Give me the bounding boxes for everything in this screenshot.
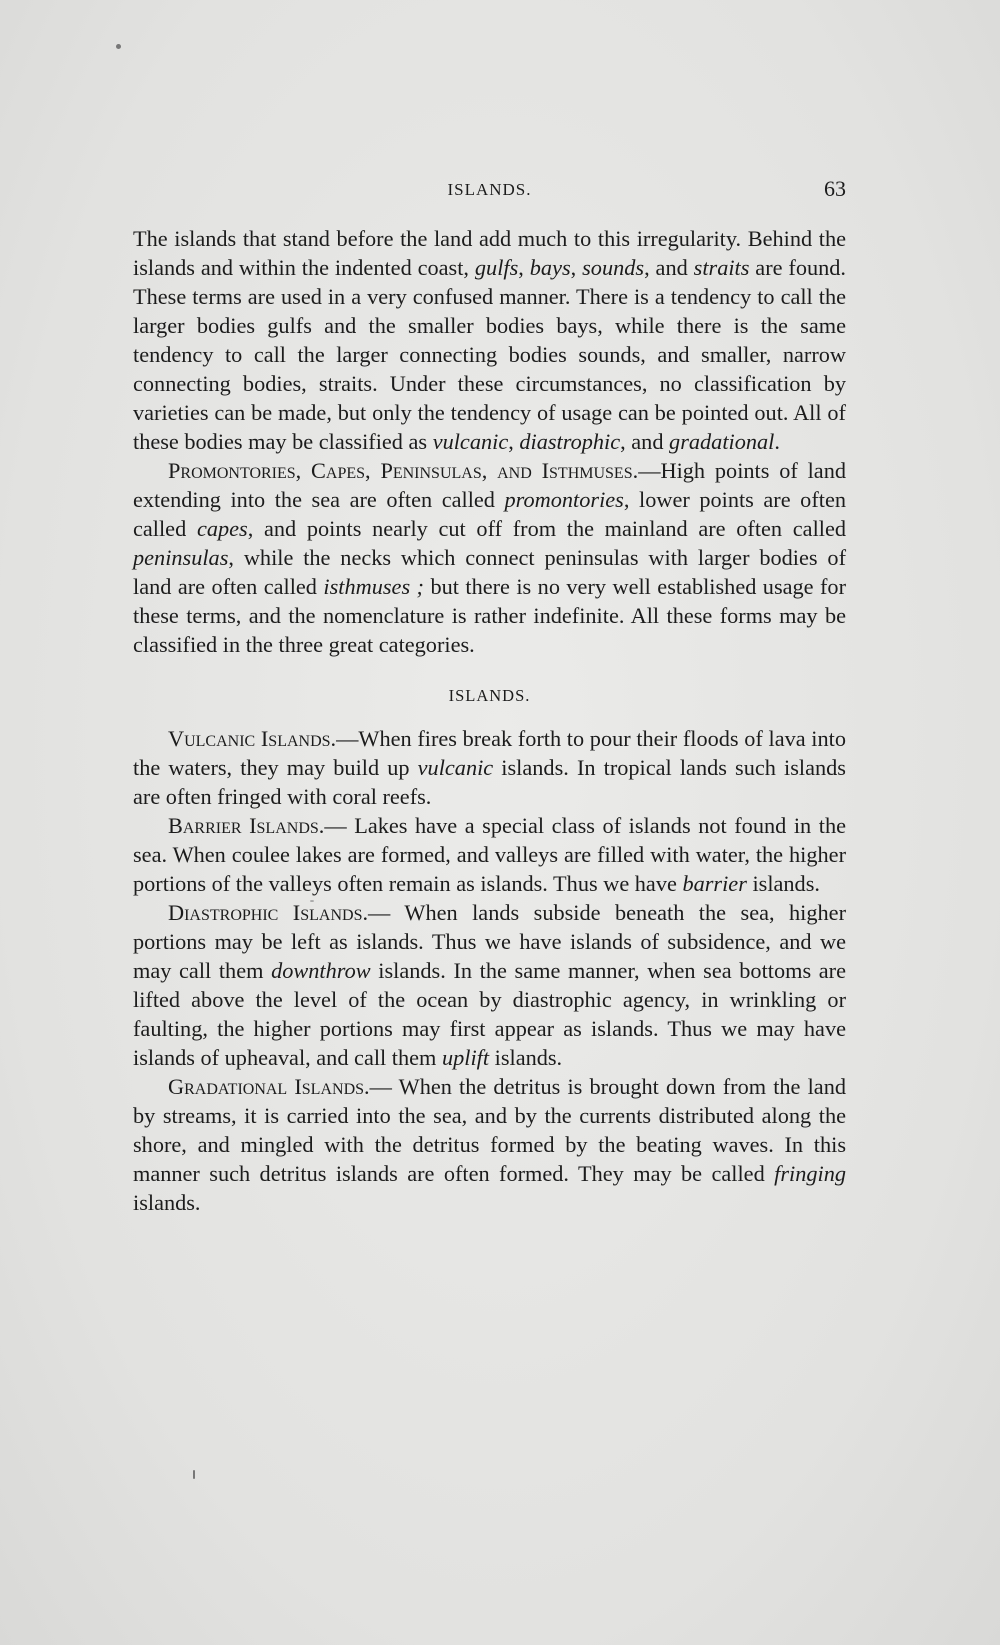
paragraph-barrier-islands bbox=[133, 811, 846, 898]
text-run: , bbox=[518, 255, 530, 280]
section-heading: ISLANDS. bbox=[448, 686, 531, 705]
italic-term: fringing bbox=[774, 1161, 846, 1186]
italic-term: bays bbox=[529, 255, 571, 280]
text-run: islands. bbox=[746, 871, 820, 896]
running-head bbox=[133, 176, 846, 206]
paragraph-heading: Gradational Islands. bbox=[168, 1074, 370, 1099]
paragraph-heading: Promontories, Capes, Peninsulas, and Isthmuses. bbox=[168, 458, 639, 483]
paragraph-heading: Barrier Islands. bbox=[168, 813, 325, 838]
italic-term: diastrophic bbox=[519, 429, 621, 454]
paragraph-gradational-islands bbox=[133, 1072, 846, 1217]
text-run: , bbox=[570, 255, 583, 280]
italic-term: peninsulas bbox=[133, 545, 229, 570]
paragraph-diastrophic-islands bbox=[133, 898, 846, 1072]
text-run: islands. In tropical lands such islands are often fringed with coral reefs. bbox=[133, 755, 846, 809]
italic-term: isthmuses ; bbox=[323, 574, 424, 599]
italic-term: sounds bbox=[582, 255, 645, 280]
text-run: , and bbox=[620, 429, 670, 454]
italic-term: vulcanic bbox=[417, 755, 494, 780]
italic-term: gradational bbox=[669, 429, 775, 454]
paragraph-vulcanic-islands bbox=[133, 724, 846, 811]
italic-term: capes bbox=[196, 516, 248, 541]
text-run: — When lands subside beneath the sea, higher portions may be left as islands. Thus we have islands of subsidence, and we may call them bbox=[133, 900, 846, 983]
text-run: , and bbox=[644, 255, 694, 280]
italic-term: vulcanic bbox=[432, 429, 509, 454]
body-text bbox=[133, 224, 846, 1217]
text-run: , and points nearly cut off from the mainland are often called bbox=[247, 516, 847, 541]
paragraph-promontories bbox=[133, 456, 846, 659]
text-run: , lower points are often called bbox=[133, 487, 846, 541]
text-run: islands. bbox=[489, 1045, 563, 1070]
paragraph-irregularity bbox=[133, 224, 846, 456]
text-run: are found. These terms are used in a very confused manner. There is a tendency to call the larger bodies gulfs and the smaller bodies bays, while there is the same tendency to call the larger connecting bodies sounds, and smaller, narrow connecting bodies, straits. Under these circumstances, no classification by varieties can be made, but only the tendency of usage can be pointed out. All of these bodies may be classified as bbox=[133, 255, 847, 454]
page-number: 63 bbox=[824, 176, 846, 201]
text-run: — When the detritus is brought down from the land by streams, it is carried into the sea, and by the currents distributed along the shore, and mingled with the detritus formed by the beating waves. In this manner such detritus islands are often formed. They may be called bbox=[133, 1074, 846, 1186]
paragraph-heading: Vulcanic Islands. bbox=[168, 726, 337, 751]
text-run: The islands that stand before the land add much to this irregularity. Behind the islands and within the indented coast, bbox=[133, 226, 846, 280]
text-run: . bbox=[774, 429, 780, 454]
running-title: ISLANDS. bbox=[447, 180, 532, 199]
italic-term: gulfs bbox=[474, 255, 519, 280]
text-run: islands. bbox=[133, 1190, 201, 1215]
italic-term: downthrow bbox=[271, 958, 371, 983]
ink-speck bbox=[116, 44, 121, 49]
italic-term: barrier bbox=[682, 871, 747, 896]
text-run: , while the necks which connect peninsulas with larger bodies of land are often called bbox=[133, 545, 846, 599]
italic-term: promontories bbox=[504, 487, 624, 512]
text-run: — Lakes have a special class of islands not found in the sea. When coulee lakes are formed, and valleys are filled with water, the higher portions of the valleys often remain as islands. Thus we have bbox=[133, 813, 846, 896]
paragraph-heading: Diastrophic Islands. bbox=[168, 900, 369, 925]
text-run: but there is no very well established usage for these terms, and the nomenclature is rather indefinite. All these forms may be classified in the three great categories. bbox=[133, 574, 847, 657]
italic-term: straits bbox=[693, 255, 750, 280]
italic-term: uplift bbox=[441, 1045, 490, 1070]
ink-speck bbox=[193, 1470, 195, 1479]
text-run: , bbox=[508, 429, 520, 454]
text-run: —When fires break forth to pour their floods of lava into the waters, they may build up bbox=[133, 726, 846, 780]
text-run: —High points of land extending into the sea are often called bbox=[133, 458, 846, 512]
text-run: islands. In the same manner, when sea bottoms are lifted above the level of the ocean by diastrophic agency, in wrinkling or faulting, the higher portions may first appear as islands. Thus we may have islands of upheaval, and call them bbox=[133, 958, 846, 1070]
